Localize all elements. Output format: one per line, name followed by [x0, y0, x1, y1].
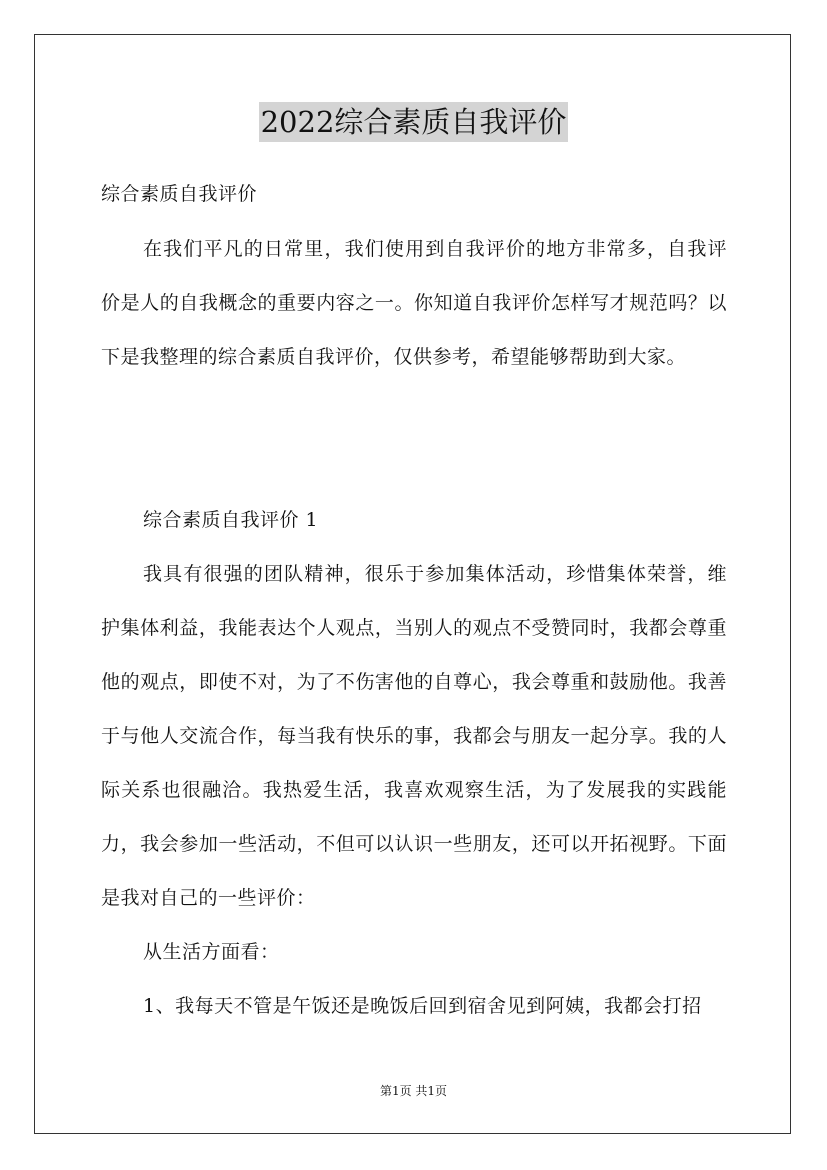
body-paragraph: 我具有很强的团队精神，很乐于参加集体活动，珍惜集体荣誉，维护集体利益，我能表达个人观点，当别人的观点不受赞同时，我都会尊重他的观点，即使不对，为了不伤害他的自尊心，我会尊重和鼓励他。我善于与他人交流合作，每当我有快乐的事，我都会与朋友一起分享。我的人际关系也很融洽。我热爱生活，我喜欢观察生活，为了发展我的实践能力，我会参加一些活动，不但可以认识一些朋友，还可以开拓视野。下面是我对自己的一些评价： — [101, 563, 727, 909]
intro-paragraph: 在我们平凡的日常里，我们使用到自我评价的地方非常多，自我评价是人的自我概念的重要内容之一。你知道自我评价怎样写才规范吗？以下是我整理的综合素质自我评价，仅供参考，希望能够帮助到大家。 — [101, 238, 727, 368]
body-paragraph: 从生活方面看： — [143, 941, 280, 963]
document-subheading: 综合素质自我评价 — [101, 183, 258, 205]
document-title — [0, 102, 827, 142]
section-body — [101, 547, 727, 1033]
section-title: 综合素质自我评价 1 — [143, 509, 319, 531]
body-paragraph: 1、我每天不管是午饭还是晚饭后回到宿舍见到阿姨，我都会打招 — [143, 995, 702, 1017]
page-footer: 第1页 共1页 — [379, 1084, 448, 1098]
document-title-text: 2022综合素质自我评价 — [259, 102, 569, 142]
